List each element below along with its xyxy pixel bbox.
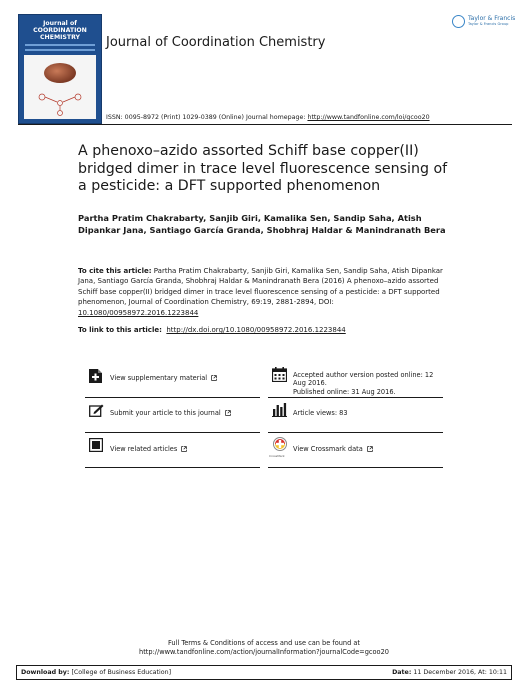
cover-art: [24, 55, 96, 119]
article-doi-link[interactable]: http://dx.doi.org/10.1080/00958972.2016.1223844: [166, 326, 346, 334]
related-articles-cell[interactable]: [85, 433, 260, 468]
accepted-date: Accepted author version posted online: 12 Aug 2016.: [293, 371, 434, 388]
article-title: A phenoxo–azido assorted Schiff base copper(II) bridged dimer in trace level fluorescence sensing of a pesticide: a DFT supported phenomenon: [78, 143, 448, 194]
cover-title: Journal of COORDINATION CHEMISTRY: [33, 20, 87, 41]
publication-dates: [293, 371, 443, 396]
supplementary-material-link[interactable]: View supplementary material: [110, 374, 217, 382]
cover-stripe: [25, 49, 95, 51]
supplementary-material-cell[interactable]: [85, 363, 260, 398]
article-link-label: To link to this article:: [78, 326, 162, 334]
submit-article-link[interactable]: Submit your article to this journal: [110, 409, 231, 417]
citation-block: [78, 266, 448, 318]
cover-structure-drawing: [24, 55, 96, 119]
citation-text: Partha Pratim Chakrabarty, Sanjib Giri, Kamalika Sen, Sandip Saha, Atish Dipankar Jana, Santiago García Granda, Shobhraj Haldar & Manindranath Bera (2016) A phenoxo–azido assorted Schiff base copper(II) bridged dimer in trace level fluorescence sensing of a pesticide: a DFT supported phenomenon, Journal of Coordination Chemistry, 69:19, 2881-2894, DOI:: [78, 267, 443, 307]
external-link-icon: [225, 410, 231, 416]
external-link-icon: [211, 375, 217, 381]
terms-text: Full Terms & Conditions of access and use can be found at: [167, 639, 361, 647]
publisher-logo[interactable]: [452, 14, 516, 34]
download-value: [College of Business Education]: [71, 669, 172, 676]
external-link-icon: [367, 446, 373, 452]
date-label: Date:: [392, 669, 412, 676]
cell-divider: [85, 467, 260, 468]
download-info-bar: [16, 665, 512, 680]
journal-cover-image: [18, 14, 102, 124]
crossmark-icon: [272, 437, 288, 454]
external-link-icon: [181, 446, 187, 452]
date-value: 11 December 2016, At: 10:11: [413, 669, 507, 676]
article-authors: Partha Pratim Chakrabarty, Sanjib Giri, Kamalika Sen, Sandip Saha, Atish Dipankar Jana, Santiago García Granda, Shobhraj Haldar & Manindranath Bera: [78, 213, 446, 235]
crossmark-cell[interactable]: [268, 433, 443, 468]
related-articles-icon: [89, 438, 103, 452]
publication-dates-cell: [268, 363, 443, 398]
published-date: Published online: 31 Aug 2016.: [293, 387, 396, 396]
article-views: Article views: 83: [293, 409, 348, 417]
terms-conditions: [0, 639, 528, 658]
related-articles-link[interactable]: View related articles: [110, 445, 187, 453]
publisher-name: Taylor & Francis: [468, 15, 516, 22]
crossmark-link[interactable]: View Crossmark data: [293, 445, 373, 453]
header-divider: [18, 124, 512, 125]
issn-line: [106, 114, 430, 121]
bar-chart-icon: [272, 403, 287, 417]
citation-label: To cite this article:: [78, 267, 152, 275]
document-plus-icon: [89, 369, 102, 383]
edit-pencil-icon: [89, 404, 104, 417]
article-link-block: [78, 325, 448, 335]
cell-divider: [268, 467, 443, 468]
crossmark-logo-text: CrossMark: [269, 454, 285, 458]
taylor-francis-logo-icon: [452, 15, 465, 28]
journal-homepage-link[interactable]: http://www.tandfonline.com/loi/gcoo20: [307, 114, 430, 121]
journal-title: Journal of Coordination Chemistry: [106, 35, 326, 50]
terms-link[interactable]: http://www.tandfonline.com/action/journalInformation?journalCode=gcoo20: [139, 648, 389, 657]
download-label: Download by:: [21, 669, 70, 676]
citation-doi-link[interactable]: 10.1080/00958972.2016.1223844: [78, 308, 199, 317]
publisher-subtitle: Taylor & Francis Group: [468, 22, 509, 26]
download-date: [392, 669, 507, 676]
calendar-icon: [272, 367, 287, 382]
issn-text: ISSN: 0095-8972 (Print) 1029-0389 (Online) Journal homepage:: [106, 114, 308, 121]
cover-stripe: [25, 44, 95, 46]
submit-article-cell[interactable]: [85, 398, 260, 433]
download-by: [21, 669, 171, 676]
article-views-cell: [268, 398, 443, 433]
